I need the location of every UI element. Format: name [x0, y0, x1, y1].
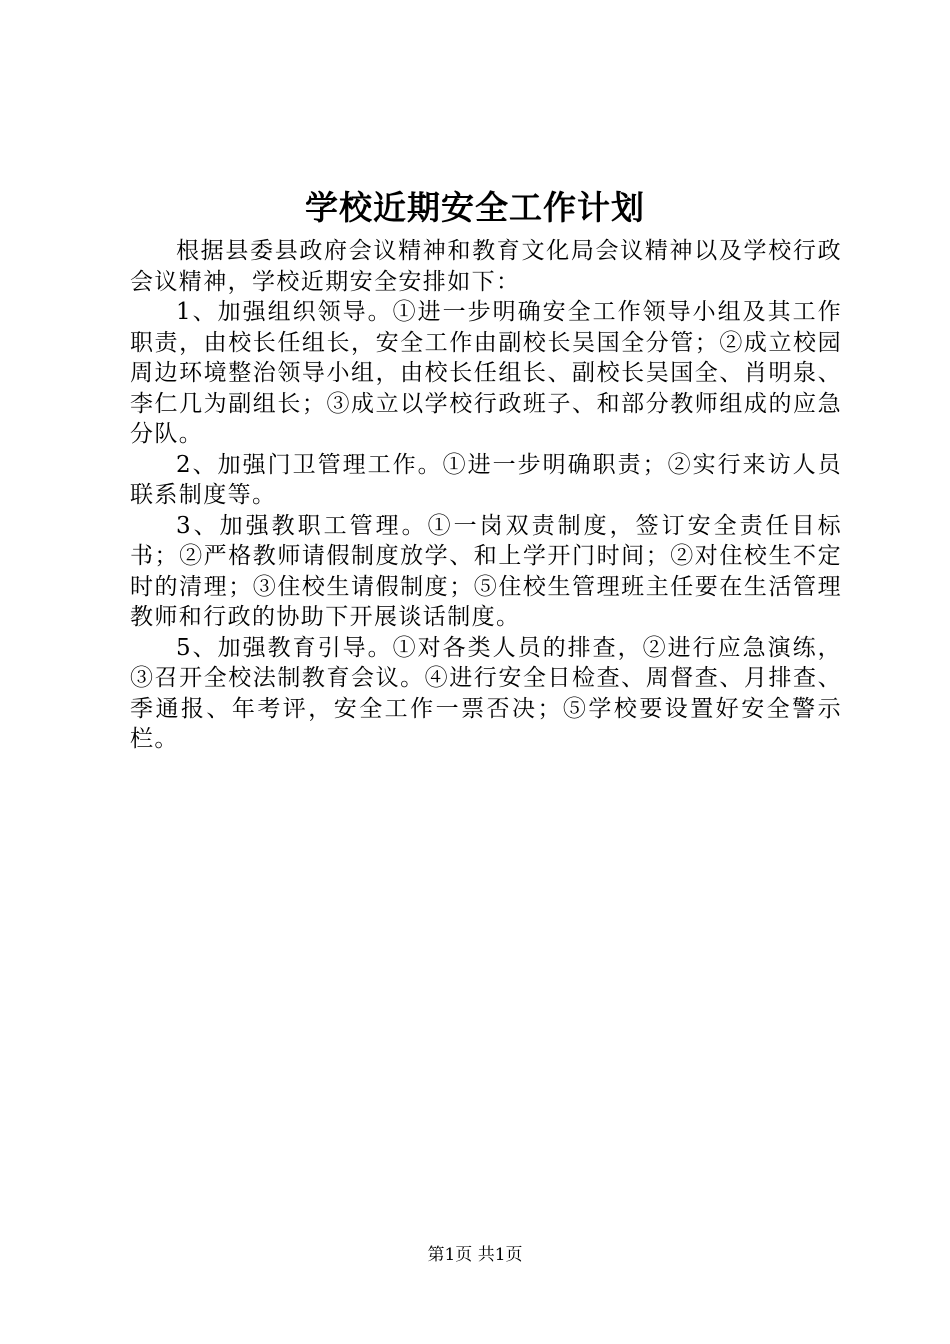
page-number-footer: 第1页 共1页: [427, 1245, 523, 1265]
document-body: [130, 236, 842, 755]
document-title: 学校近期安全工作计划: [305, 188, 645, 227]
paragraph-guard-management: 2、加强门卫管理工作。①进一步明确职责；②实行来访人员联系制度等。: [130, 451, 842, 508]
paragraph-education-guidance: 5、加强教育引导。①对各类人员的排查，②进行应急演练，③召开全校法制教育会议。④进行安全日检查、周督查、月排查、季通报、年考评，安全工作一票否决；⑤学校要设置好安全警示栏。: [130, 634, 842, 752]
paragraph-staff-management: 3、加强教职工管理。①一岗双责制度，签订安全责任目标书；②严格教师请假制度放学、和上学开门时间；②对住校生不定时的清理；③住校生请假制度；⑤住校生管理班主任要在生活管理教师和行政的协助下开展谈话制度。: [130, 512, 842, 630]
paragraph-organization-leadership: 1、加强组织领导。①进一步明确安全工作领导小组及其工作职责，由校长任组长，安全工作由副校长吴国全分管；②成立校园周边环境整治领导小组，由校长任组长、副校长吴国全、肖明泉、李仁几为副组长；③成立以学校行政班子、和部分教师组成的应急分队。: [130, 299, 842, 447]
paragraph-intro: 根据县委县政府会议精神和教育文化局会议精神以及学校行政会议精神，学校近期安全安排如下：: [130, 238, 842, 295]
